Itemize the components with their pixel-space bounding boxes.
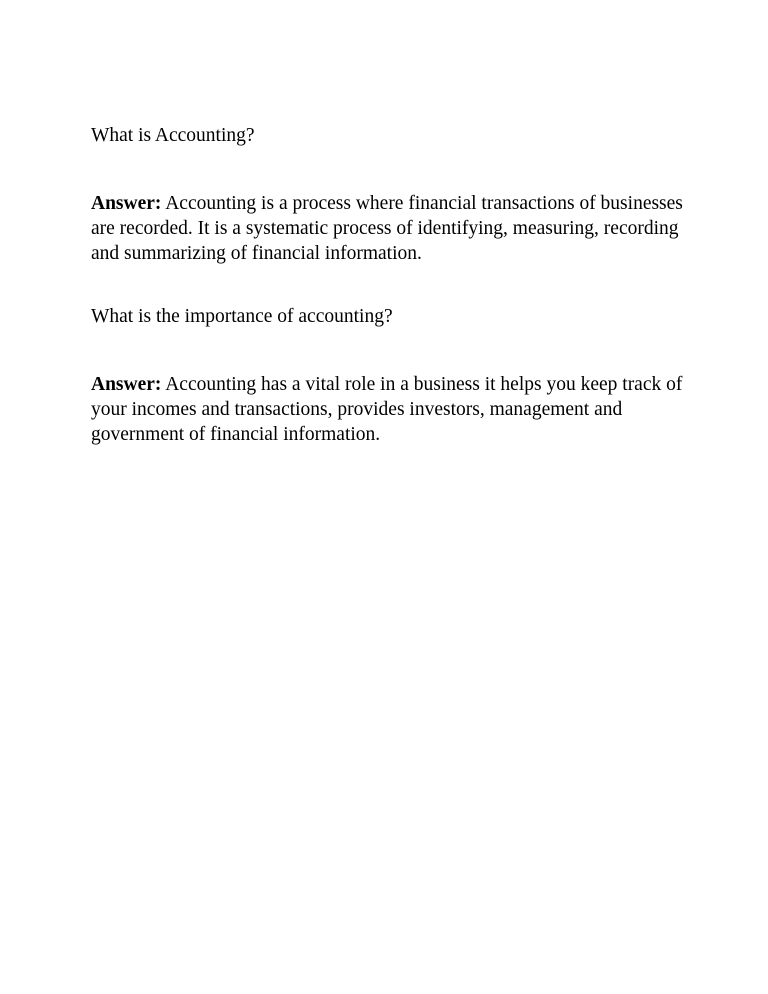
answer-1-text: Accounting is a process where financial transactions of businesses are recorded. It is a systematic process of identifying, measuring, recording and summarizing of financial information. xyxy=(91,193,683,264)
question-1: What is Accounting? xyxy=(91,125,255,146)
answer-2-label: Answer: xyxy=(91,374,162,395)
answer-1-label: Answer: xyxy=(91,193,162,214)
answer-2-text: Accounting has a vital role in a business it helps you keep track of your incomes and transactions, provides investors, management and government of financial information. xyxy=(91,374,683,445)
question-2: What is the importance of accounting? xyxy=(91,306,393,327)
answer-1 xyxy=(91,191,691,266)
answer-2 xyxy=(91,372,691,447)
document-body xyxy=(91,123,691,447)
